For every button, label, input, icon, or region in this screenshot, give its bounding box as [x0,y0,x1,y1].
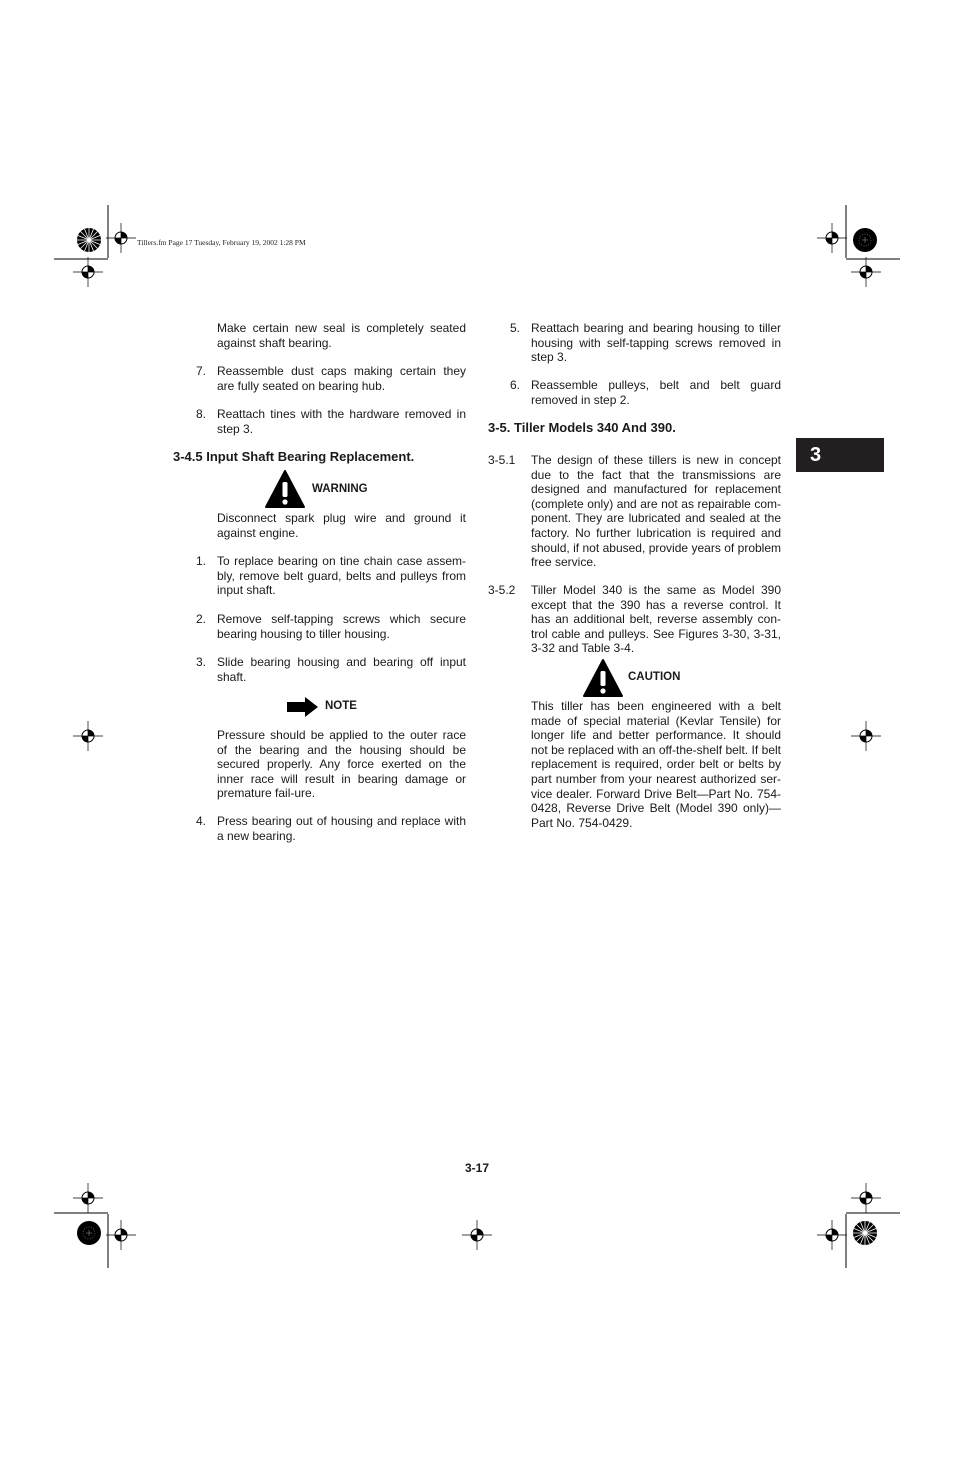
step-text: Reassemble pulleys, belt and belt guard removed in step 2. [531,378,781,407]
section-heading: 3-5. Tiller Models 340 And 390. [488,420,676,435]
paragraph-number: 3-5.2 [488,583,516,597]
intro-paragraph: Make certain new seal is completely seated against shaft bearing. [217,321,466,350]
step-number: 5. [509,321,520,335]
paragraph-text: The design of these tillers is new in concept due to the fact that the transmissions are designed and manufactured for replacement (complete only) and are not as repairable com-ponent. They are lubricated and sealed at the factory. No further lubrication is required and should, if not abused, provide years of problem free service. [531,453,781,570]
section-heading: 3-4.5 Input Shaft Bearing Replacement. [173,449,415,464]
step-text: Reattach bearing and bearing housing to tiller housing with self-tapping screws removed in step 3. [531,321,781,365]
step-text: Slide bearing housing and bearing off input shaft. [217,655,466,684]
step-text: Reassemble dust caps making certain they are fully seated on bearing hub. [217,364,466,393]
caution-label: CAUTION [628,671,681,683]
caution-text: This tiller has been engineered with a belt made of special material (Kevlar Tensile) for longer life and better performance. It should not be replaced with an off-the-shelf belt. If belt replacement is required, order belt or belts by part number from your nearest authorized ser-vice dealer. Forward Drive Belt—Part No. 754-0428, Reverse Drive Belt (Model 390 only)—Part No. 754-0429. [531,699,781,830]
step-text: To replace bearing on tine chain case assem-bly, remove belt guard, belts and pulleys from input shaft. [217,554,466,598]
step-number: 4. [195,814,206,828]
file-stamp: Tillers.fm Page 17 Tuesday, February 19, 2002 1:28 PM [137,238,306,247]
warning-icon [264,469,306,509]
note-text: Pressure should be applied to the outer race of the bearing and the housing should be secured properly. Any force exerted on the inner race will result in bearing damage or premature fail-ure. [217,728,466,801]
caution-icon [582,658,624,698]
step-number: 1. [195,554,206,568]
paragraph-number: 3-5.1 [488,453,516,467]
paragraph-text: Tiller Model 340 is the same as Model 390 except that the 390 has a reverse control. It has an additional belt, reverse assembly con-trol cable and pulleys. See Figures 3-30, 3-31, 3-32 and Table 3-4. [531,583,781,656]
step-number: 6. [509,378,520,392]
step-text: Reattach tines with the hardware removed in step 3. [217,407,466,436]
warning-label: WARNING [312,483,368,495]
warning-text: Disconnect spark plug wire and ground it against engine. [217,511,466,540]
page-number: 3-17 [464,1161,490,1175]
step-text: Remove self-tapping screws which secure bearing housing to tiller housing. [217,612,466,641]
step-text: Press bearing out of housing and replace with a new bearing. [217,814,466,843]
note-arrow-icon [286,696,319,718]
step-number: 7. [195,364,206,378]
chapter-tab: 3 [796,438,884,472]
note-label: NOTE [325,700,357,712]
step-number: 3. [195,655,206,669]
step-number: 8. [195,407,206,421]
step-number: 2. [195,612,206,626]
